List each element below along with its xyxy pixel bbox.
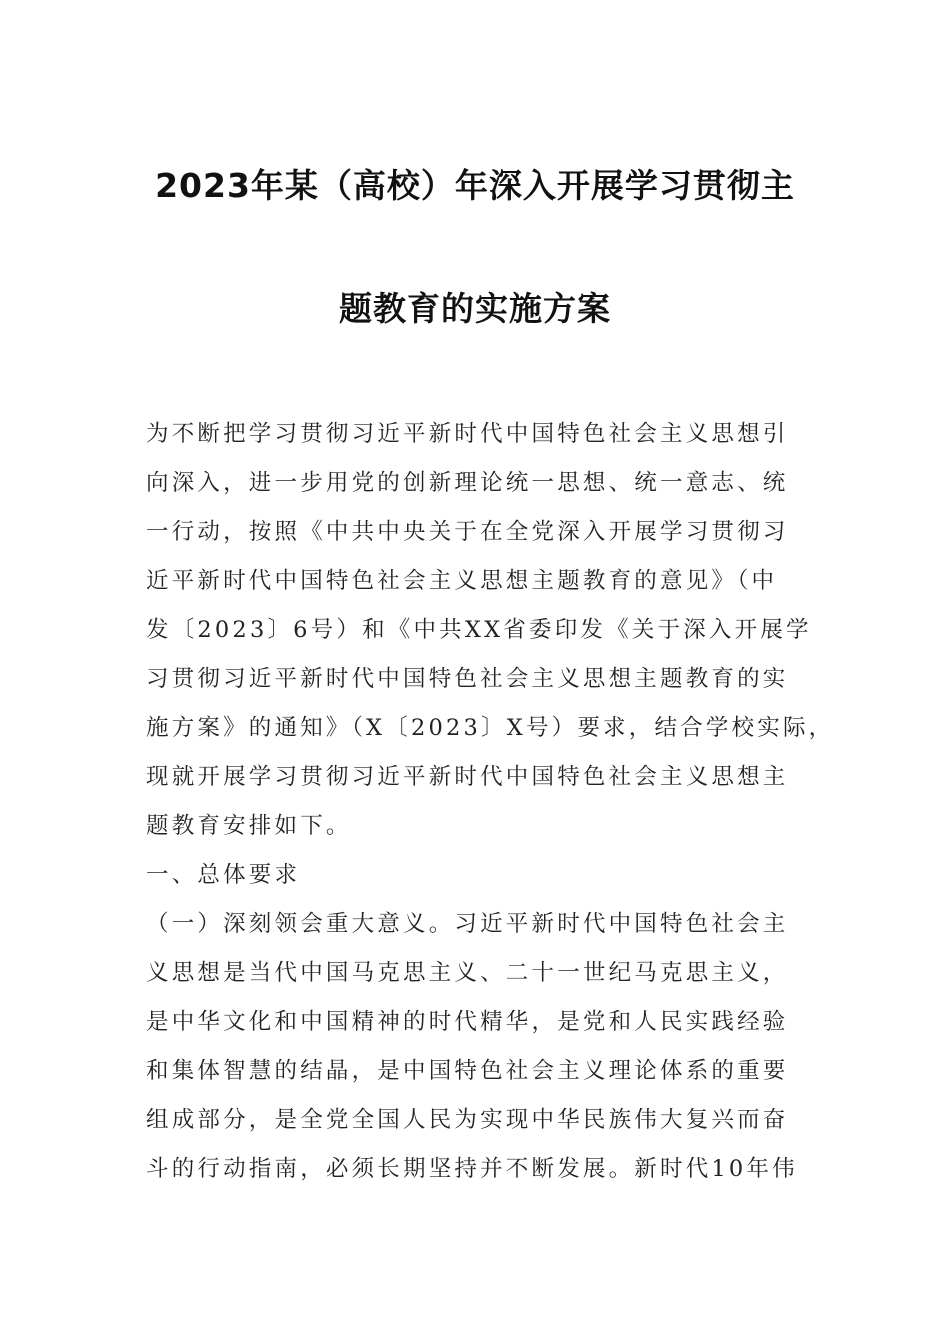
document-title-line-1: 2023年某（高校）年深入开展学习贯彻主: [155, 166, 795, 205]
paragraph-line: 现就开展学习贯彻习近平新时代中国特色社会主义思想主: [146, 764, 789, 790]
paragraph-line: 向深入，进一步用党的创新理论统一思想、统一意志、统: [146, 470, 789, 496]
paragraph-line: 发〔2023〕6号）和《中共XX省委印发《关于深入开展学: [146, 617, 812, 643]
paragraph-line: 一行动，按照《中共中央关于在全党深入开展学习贯彻习: [146, 519, 789, 545]
paragraph-line: 义思想是当代中国马克思主义、二十一世纪马克思主义，: [146, 960, 789, 986]
paragraph-line: 为不断把学习贯彻习近平新时代中国特色社会主义思想引: [146, 421, 789, 447]
paragraph-line: 是中华文化和中国精神的时代精华，是党和人民实践经验: [146, 1009, 789, 1035]
paragraph-line: 施方案》的通知》（X〔2023〕X号）要求，结合学校实际，: [146, 715, 835, 741]
paragraph-line: 题教育安排如下。: [146, 813, 352, 839]
paragraph-line: 斗的行动指南，必须长期坚持并不断发展。新时代10年伟: [146, 1156, 798, 1182]
paragraph-line: 近平新时代中国特色社会主义思想主题教育的意见》（中: [146, 568, 778, 594]
paragraph-line: 和集体智慧的结晶，是中国特色社会主义理论体系的重要: [146, 1058, 789, 1084]
paragraph-line: 组成部分，是全党全国人民为实现中华民族伟大复兴而奋: [146, 1107, 789, 1133]
document-title-line-2: 题教育的实施方案: [339, 289, 611, 328]
paragraph-line: （一）深刻领会重大意义。习近平新时代中国特色社会主: [146, 911, 789, 937]
section-heading: 一、总体要求: [146, 862, 301, 888]
paragraph-line: 习贯彻习近平新时代中国特色社会主义思想主题教育的实: [146, 666, 789, 692]
